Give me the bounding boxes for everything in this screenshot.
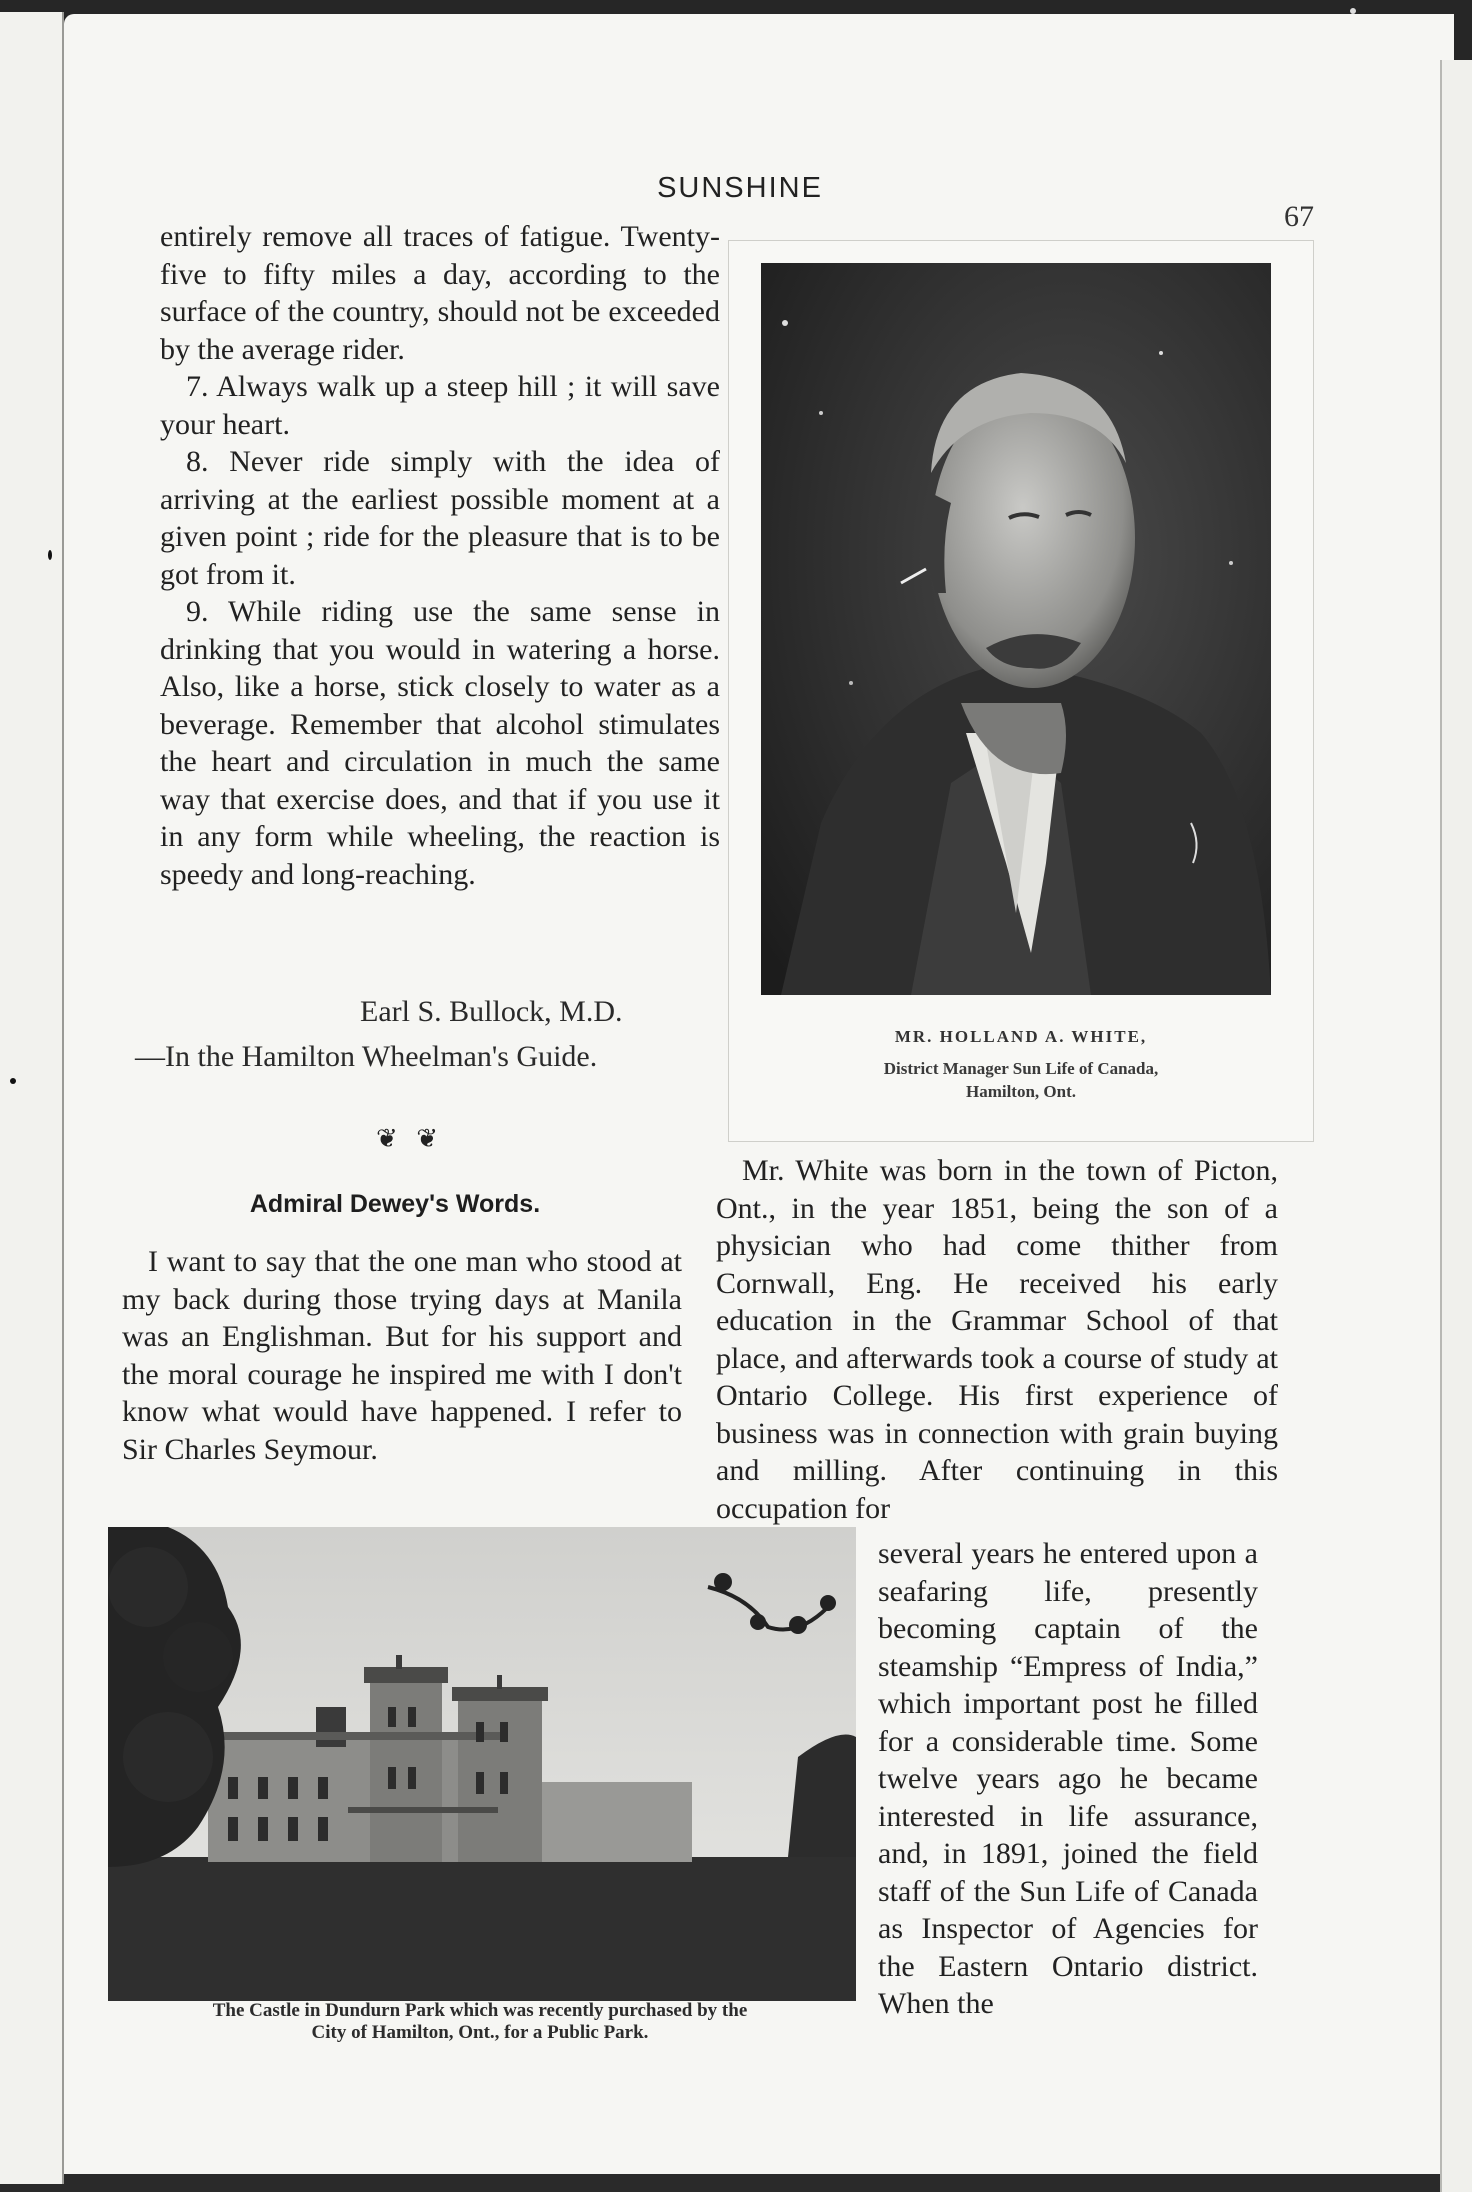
page-edge-right xyxy=(1440,60,1472,2192)
castle-caption-line-1: The Castle in Dundurn Park which was recently purchased by the xyxy=(212,2000,748,2021)
page-number: 67 xyxy=(1284,200,1314,233)
portrait-figure xyxy=(728,240,1314,1142)
portrait-caption-details xyxy=(729,1057,1313,1103)
section-ornament: ❦ ❦ xyxy=(376,1124,445,1153)
portrait-caption-role: District Manager Sun Life of Canada, xyxy=(883,1059,1159,1078)
paragraph-fatigue: entirely remove all traces of fatigue. Twenty-five to fifty miles a day, according to the surface of the country, should not be exceeded by the average rider. xyxy=(160,220,720,366)
running-title: SUNSHINE xyxy=(657,172,823,204)
paragraph-white-continued: several years he entered upon a seafaring life, presently becoming captain of the steamship “Empress of India,” which important post he filled for a considerable time. Some twelve years ago he became interested in life assurance, and, in 1891, joined the field staff of the Sun Life of Canada as Inspector of Agencies for the Eastern Ontario district. When the xyxy=(878,1537,1258,2020)
paragraph-dewey: I want to say that the one man who stood at my back during those trying days at Manila was an Englishman. But for his support and the moral courage he inspired me with I don't know what would have happened. I refer to Sir Charles Seymour. xyxy=(122,1245,682,1466)
portrait-photo xyxy=(761,263,1271,995)
column-right-wide xyxy=(716,1152,1278,1527)
castle-caption-line-2: City of Hamilton, Ont., for a Public Park. xyxy=(311,2022,649,2043)
author-signature: Earl S. Bullock, M.D. xyxy=(360,995,623,1028)
source-citation: —In the Hamilton Wheelman's Guide. xyxy=(135,1040,598,1073)
column-right-narrow xyxy=(878,1535,1258,2023)
facing-page-edge xyxy=(0,12,64,2184)
article-heading: Admiral Dewey's Words. xyxy=(249,1190,541,1218)
scan-speck xyxy=(48,550,52,560)
paragraph-white-biography: Mr. White was born in the town of Picton, Ont., in the year 1851, being the son of a physician who had come thither from Cornwall, Eng. He received his early education in the Grammar School of that place, and afterwards took a course of study at Ontario College. His first experience of business was in connection with grain buying and milling. After continuing in this occupation for xyxy=(716,1154,1278,1525)
paragraph-rule-7: 7. Always walk up a steep hill ; it will save your heart. xyxy=(160,370,720,441)
scan-speck xyxy=(1350,8,1356,14)
castle-photo xyxy=(108,1527,856,2001)
paragraph-rule-8: 8. Never ride simply with the idea of arriving at the earliest possible moment at a given point ; ride for the pleasure that is to be got from it. xyxy=(160,445,720,591)
portrait-caption-place: Hamilton, Ont. xyxy=(965,1082,1077,1101)
paragraph-rule-9: 9. While riding use the same sense in drinking that you would in watering a horse. Also, like a horse, stick closely to water as a beverage. Remember that alcohol stimulates the heart and circulation in much the same way that exercise does, and that if you use it in any form while wheeling, the reaction is speedy and long-reaching. xyxy=(160,595,720,891)
scan-speck xyxy=(10,1078,16,1084)
column-left-bottom xyxy=(122,1243,682,1468)
portrait-caption-name: MR. HOLLAND A. WHITE, xyxy=(894,1027,1148,1046)
column-left-top xyxy=(160,218,720,893)
castle-caption xyxy=(120,2000,840,2044)
